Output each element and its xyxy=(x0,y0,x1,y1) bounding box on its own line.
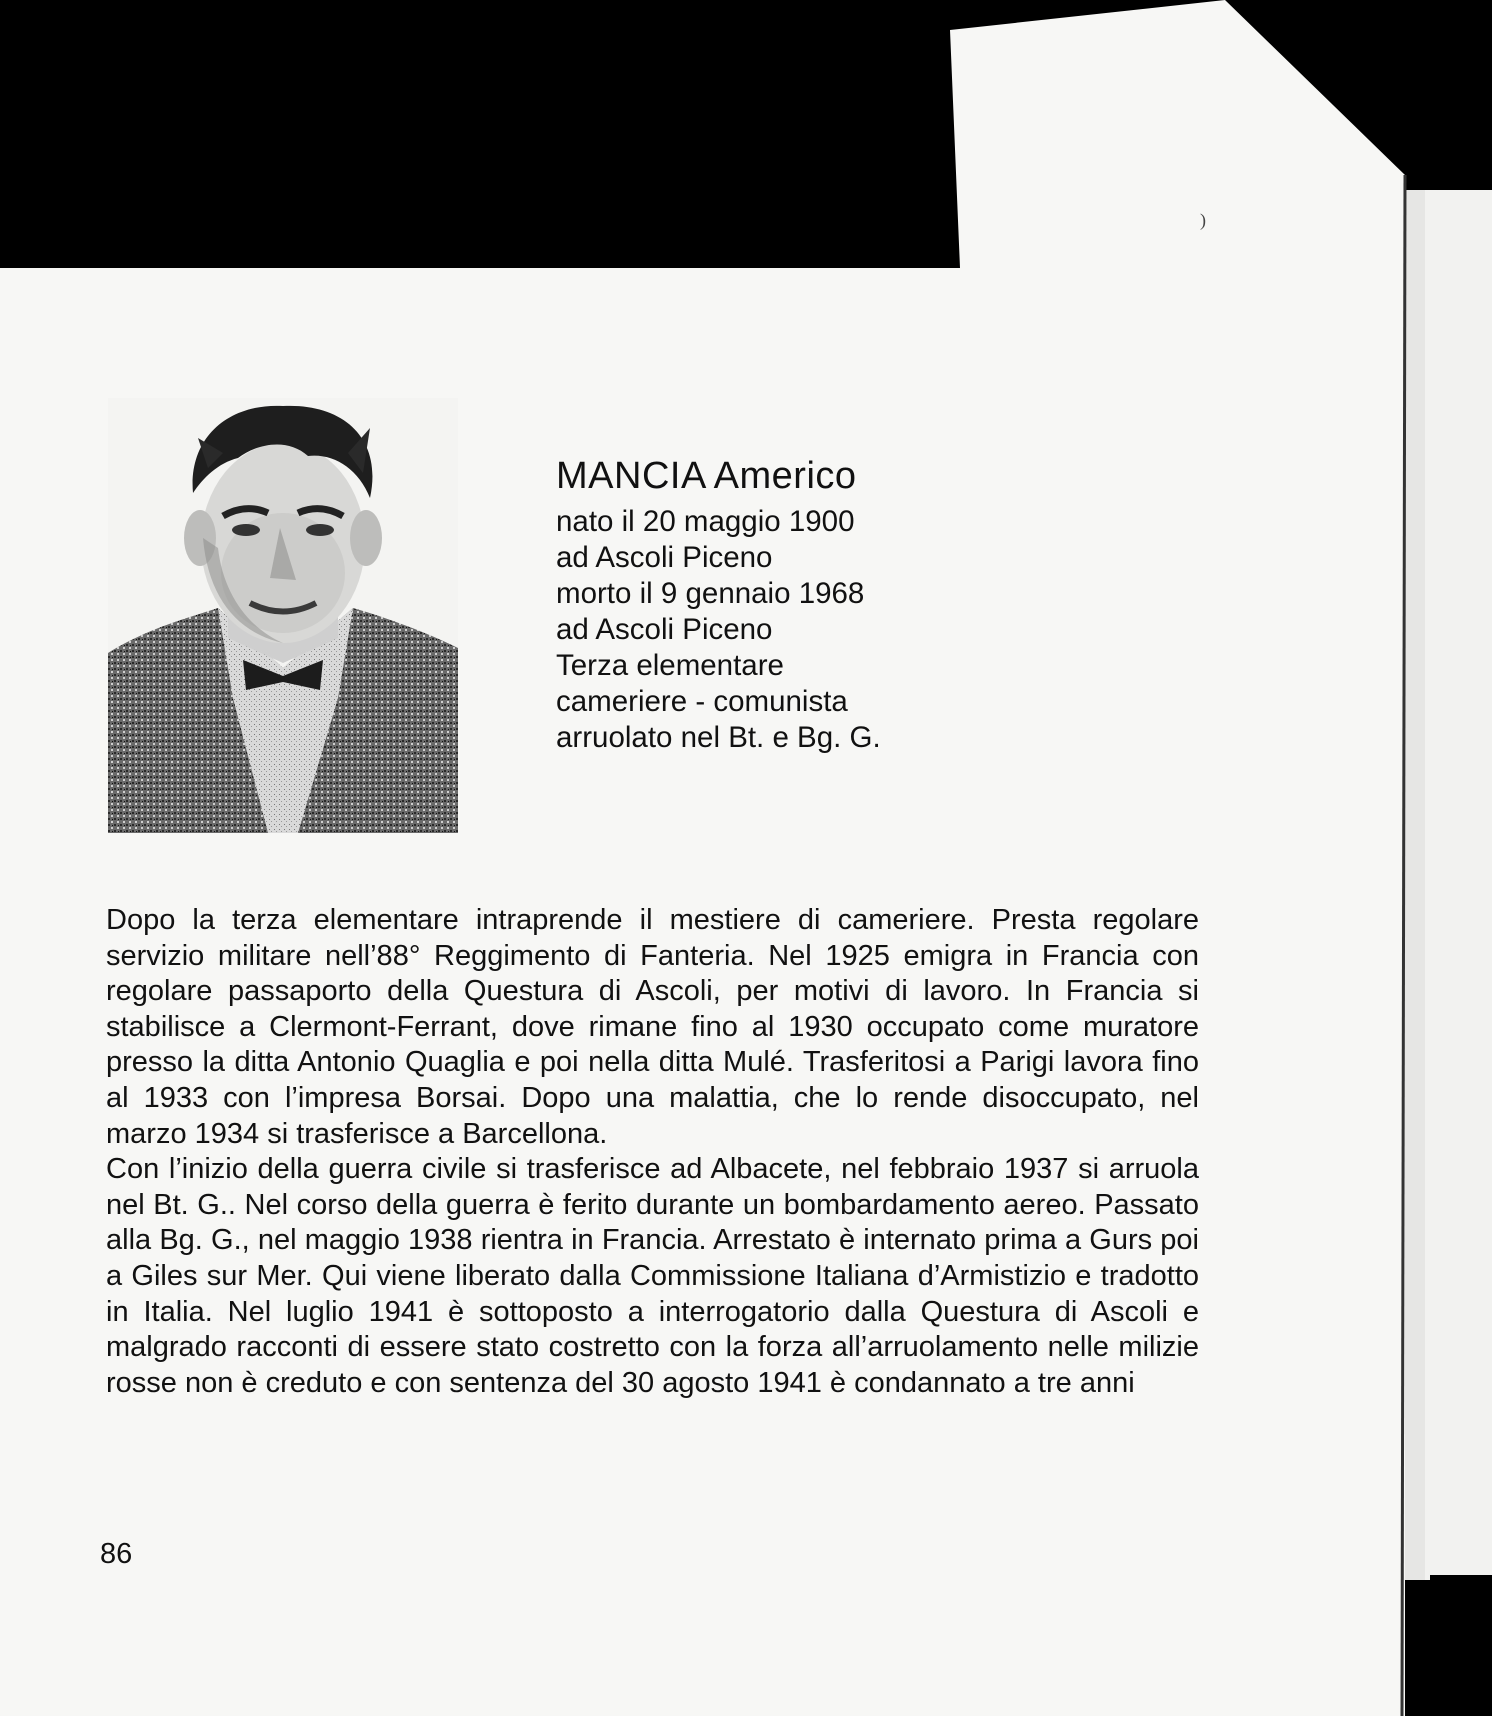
fact-enlistment: arruolato nel Bt. e Bg. G. xyxy=(556,721,881,754)
fact-death-place: ad Ascoli Piceno xyxy=(556,613,773,646)
svg-text:): ) xyxy=(1200,210,1206,230)
bio-paragraph: Dopo la terza elementare intraprende il mestiere di cameriere. Presta regolare servizio militare nell’88° Reggimento di Fanteria. Nel 1925 emigra in Francia con regolare passaporto della Questura di Ascoli, per motivi di lavoro. In Francia si stabilisce a Clermont-Ferrant, dove rimane fino al 1930 occupato come muratore presso la ditta Antonio Quaglia e poi nella ditta Mulé. Trasferitosi a Parigi lavora fino al 1933 con l’impresa Borsai. Dopo una malattia, che lo rende disoccupato, nel marzo 1934 si trasferisce a Barcellona. xyxy=(106,904,1199,1150)
facts-list xyxy=(556,504,1116,756)
fact-birth-place: ad Ascoli Piceno xyxy=(556,541,773,574)
fact-education: Terza elementare xyxy=(556,649,784,682)
person-name: MANCIA Americo xyxy=(556,455,857,497)
fact-birth-date: nato il 20 maggio 1900 xyxy=(556,505,855,538)
portrait-photo xyxy=(108,398,458,833)
page-number: 86 xyxy=(100,1538,133,1570)
biography-header xyxy=(556,454,1116,756)
scan-background xyxy=(1430,1575,1492,1716)
bio-paragraph: Con l’inizio della guerra civile si trasferisce ad Albacete, nel febbraio 1937 si arruola nel Bt. G.. Nel corso della guerra è ferito durante un bombardamento aereo. Passato alla Bg. G., nel maggio 1938 rientra in Francia. Arrestato è internato prima a Gurs poi a Giles sur Mer. Qui viene liberato dalla Commissione Italiana d’Armistizio e tradotto in Italia. Nel luglio 1941 è sottoposto a interrogatorio dalla Questura di Ascoli e malgrado racconti di essere stato costretto con la forza all’arruolamento nelle milizie rosse non è creduto e con sentenza del 30 agosto 1941 è condannato a tre anni xyxy=(106,1153,1199,1399)
fact-occupation: cameriere - comunista xyxy=(556,685,848,718)
biography-text xyxy=(106,903,1199,1401)
fact-death-date: morto il 9 gennaio 1968 xyxy=(556,577,865,610)
